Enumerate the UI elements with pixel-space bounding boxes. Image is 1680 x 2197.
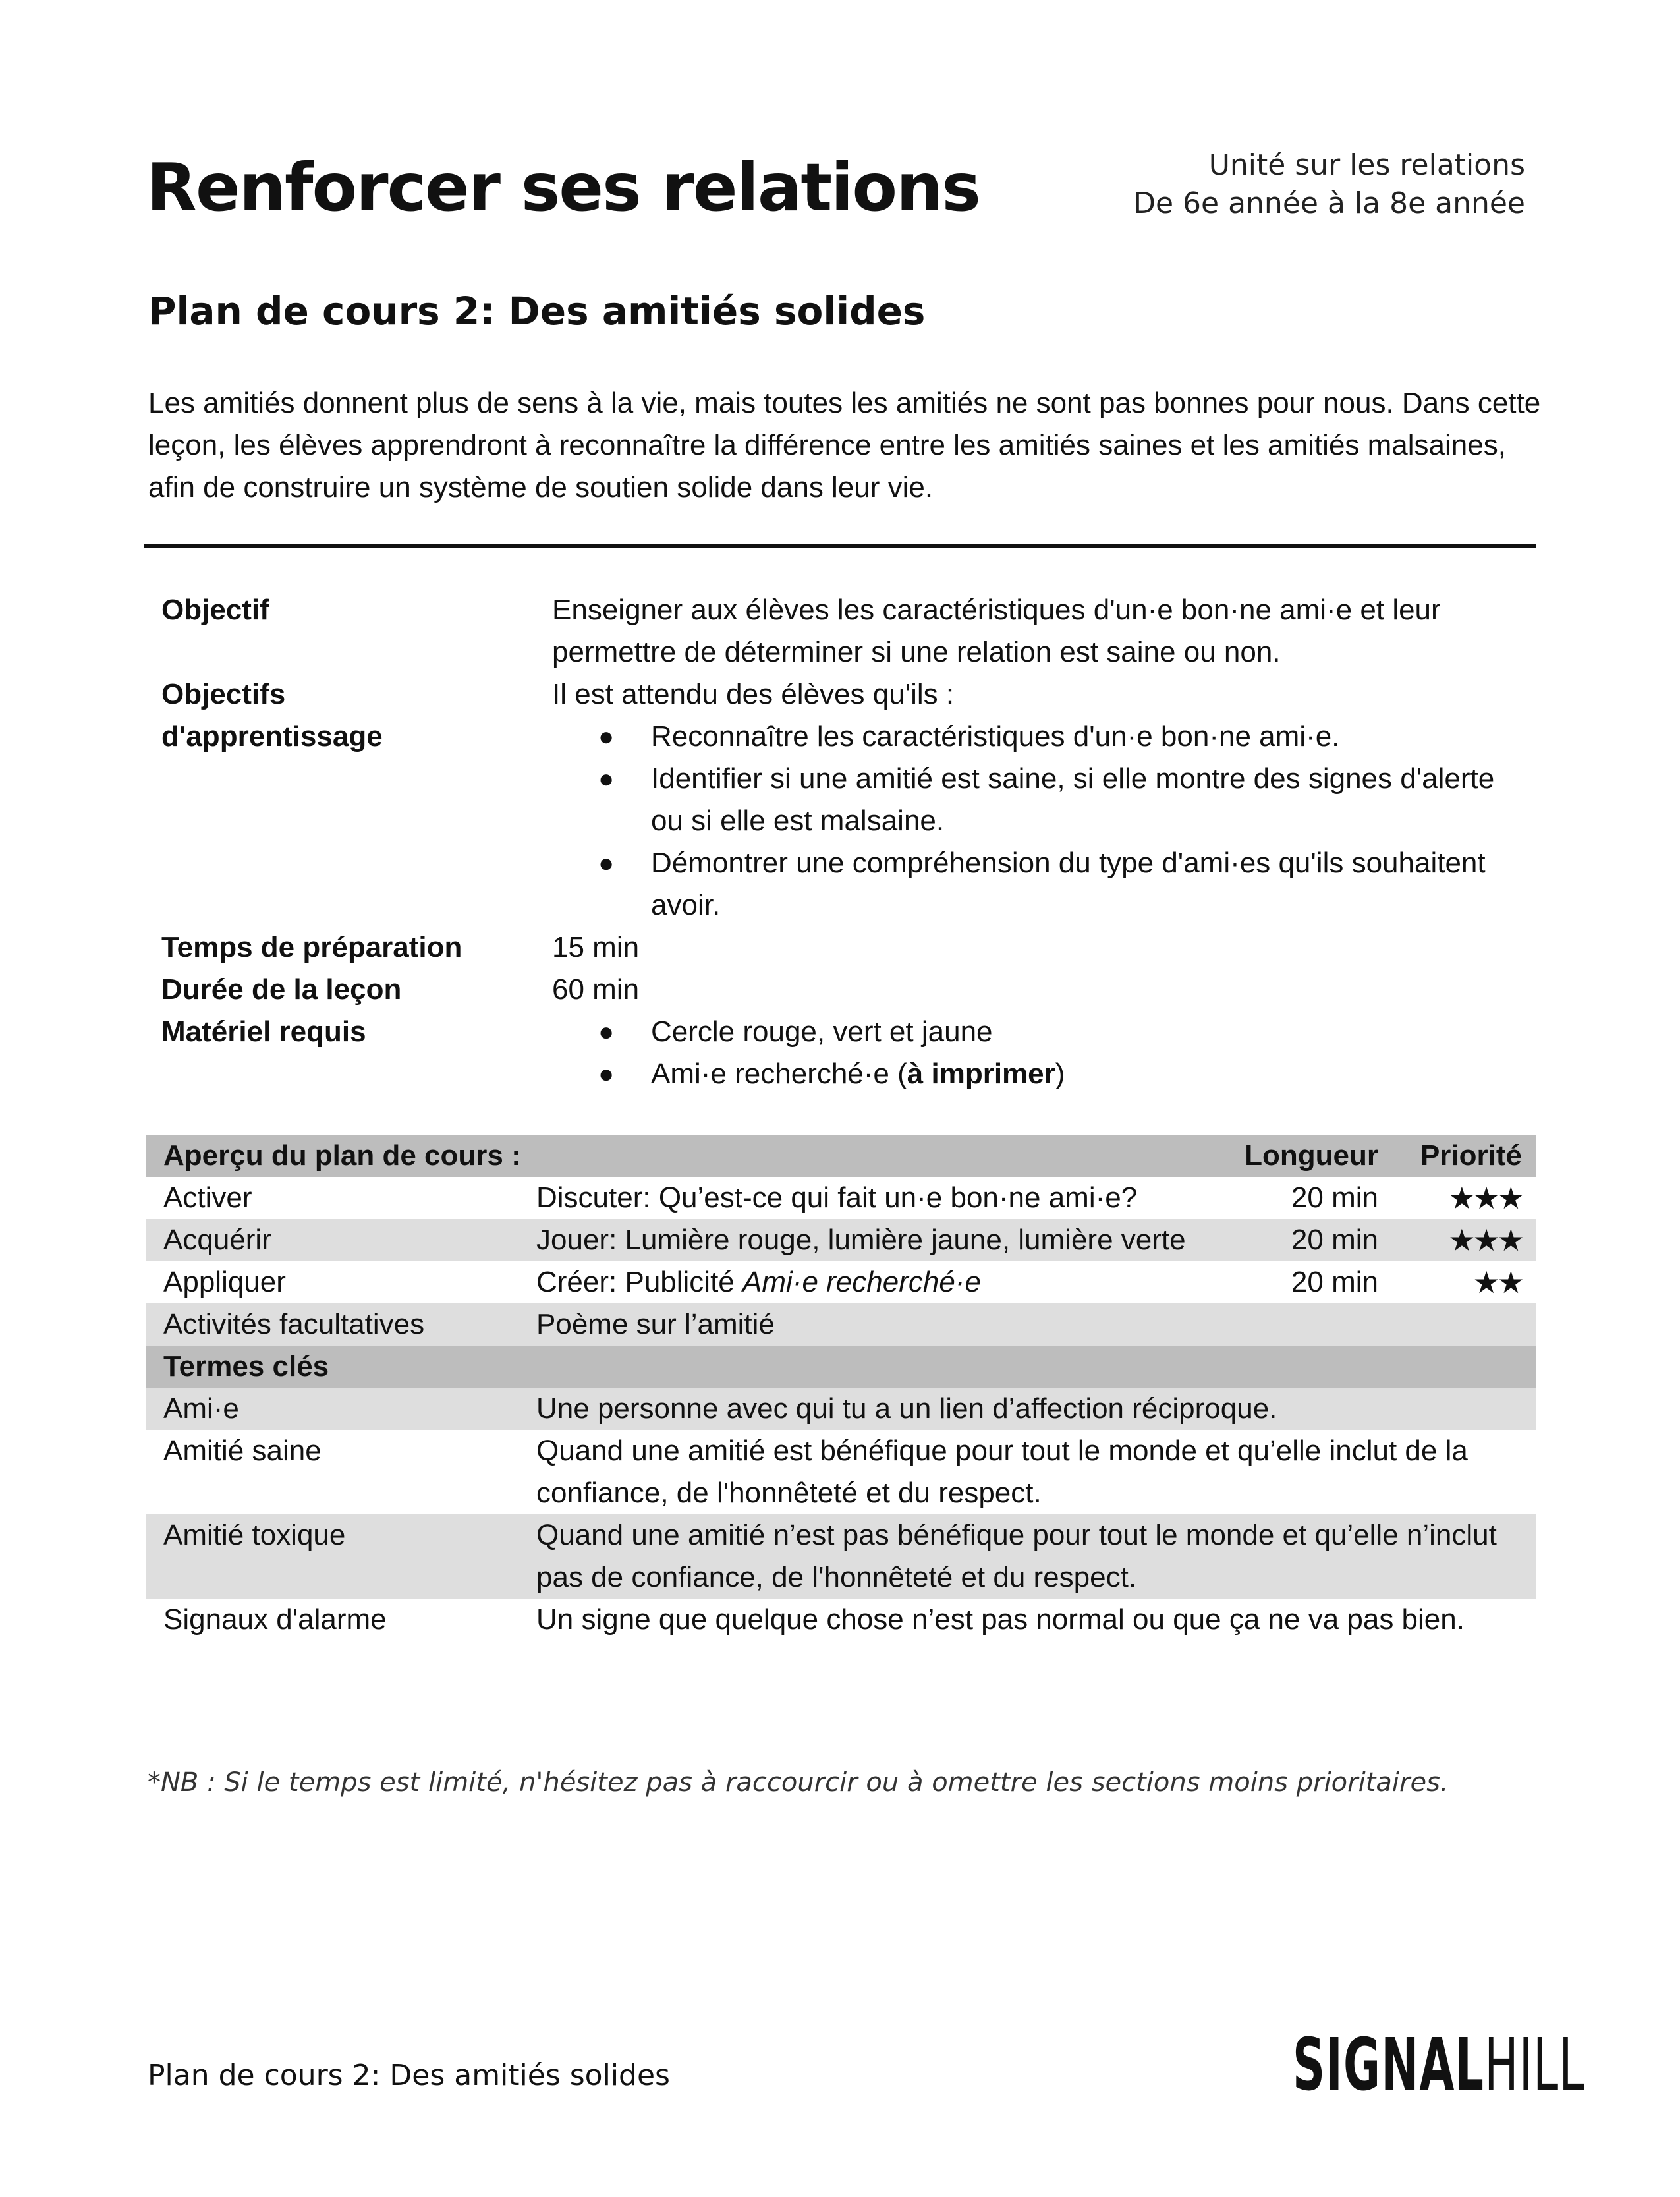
print-note: à imprimer xyxy=(907,1058,1055,1090)
terms-header-row xyxy=(146,1346,1536,1388)
bullet-icon: ● xyxy=(598,764,615,793)
plan-header: Aperçu du plan de cours : xyxy=(163,1139,521,1172)
priority-stars: ★★★ xyxy=(1448,1181,1522,1215)
list-item-suffix: ) xyxy=(1055,1058,1065,1090)
priority-stars xyxy=(1391,1303,1536,1346)
learning-goals-label xyxy=(161,673,552,927)
table-row xyxy=(146,1430,1536,1514)
intro-paragraph: Les amitiés donnent plus de sens à la vie, mais toutes les amitiés ne sont pas bonnes pour nous. Dans cette leçon, les élèves apprendront à reconnaître la différence entre les amitiés saines et les amitiés malsaines, afin de construire un système de soutien solide dans leur vie. xyxy=(148,387,1541,503)
activity-cell: Discuter: Qu’est-ce qui fait un·e bon·ne ami·e? xyxy=(536,1182,1138,1214)
duration-label: Durée de la leçon xyxy=(161,973,402,1006)
phase-cell: Activités facultatives xyxy=(163,1308,425,1340)
term-cell: Ami·e xyxy=(163,1392,239,1425)
objectives-section xyxy=(161,589,1532,1095)
logo-text-light: HILL xyxy=(1484,2022,1585,2107)
priority-stars: ★★ xyxy=(1472,1265,1522,1299)
length-cell: 20 min xyxy=(1291,1182,1378,1214)
activity-cell xyxy=(519,1261,1194,1303)
bullet-icon: ● xyxy=(598,1060,615,1089)
prep-time-row xyxy=(161,927,1532,969)
length-header: Longueur xyxy=(1245,1139,1378,1172)
bullet-icon: ● xyxy=(598,1017,615,1046)
learning-goals-value xyxy=(552,673,1532,927)
length-cell: 20 min xyxy=(1291,1224,1378,1256)
logo-text-bold: SIGNAL xyxy=(1293,2022,1485,2107)
priority-header: Priorité xyxy=(1420,1139,1522,1172)
list-item xyxy=(552,1053,1532,1095)
learning-goals-row xyxy=(161,673,1532,927)
list-item-text: Cercle rouge, vert et jaune xyxy=(651,1015,993,1048)
lesson-title: Plan de cours 2: Des amitiés solides xyxy=(148,289,926,333)
bullet-icon: ● xyxy=(598,849,615,878)
bullet-icon: ● xyxy=(598,722,615,751)
table-row xyxy=(146,1599,1536,1641)
prep-time-label: Temps de préparation xyxy=(161,931,462,963)
table-row xyxy=(146,1303,1536,1346)
priority-stars: ★★★ xyxy=(1448,1223,1522,1257)
activity-cell: Poème sur l’amitié xyxy=(536,1308,775,1340)
grade-range: De 6e année à la 8e année xyxy=(1133,186,1525,220)
objective-value: Enseigner aux élèves les caractéristiques d'un·e bon·ne ami·e et leur permettre de déterminer si une relation est saine ou non. xyxy=(552,594,1441,668)
section-divider xyxy=(144,544,1536,548)
term-cell: Signaux d'alarme xyxy=(163,1603,387,1636)
table-row xyxy=(146,1219,1536,1261)
table-row xyxy=(146,1261,1536,1303)
phase-cell: Activer xyxy=(163,1182,252,1214)
objective-row xyxy=(161,589,1532,673)
definition-cell: Quand une amitié n’est pas bénéfique pour tout le monde et qu’elle n’inclut pas de confiance, de l'honnêteté et du respect. xyxy=(536,1519,1497,1593)
signalhill-logo xyxy=(1293,2022,1585,2107)
objective-label: Objectif xyxy=(161,594,269,626)
list-item xyxy=(552,1011,1532,1053)
footer-title: Plan de cours 2: Des amitiés solides xyxy=(148,2059,670,2092)
definition-cell: Quand une amitié est bénéfique pour tout le monde et qu’elle inclut de la confiance, de l'honnêteté et du respect. xyxy=(536,1435,1468,1509)
definition-cell: Un signe que quelque chose n’est pas normal ou que ça ne va pas bien. xyxy=(536,1603,1465,1636)
table-row xyxy=(146,1514,1536,1599)
phase-cell: Appliquer xyxy=(163,1266,286,1298)
definition-cell: Une personne avec qui tu a un lien d’affection réciproque. xyxy=(536,1392,1277,1425)
activity-prefix: Créer: Publicité xyxy=(536,1266,743,1298)
materials-row xyxy=(161,1011,1532,1095)
learning-goals-label-line1: Objectifs xyxy=(161,678,286,710)
lesson-plan-table xyxy=(146,1135,1536,1641)
duration-value: 60 min xyxy=(552,973,640,1006)
list-item xyxy=(552,758,1532,842)
footnote: *NB : Si le temps est limité, n'hésitez pas à raccourcir ou à omettre les sections moins prioritaires. xyxy=(148,1767,1449,1798)
list-item-text: Démontrer une compréhension du type d'ami·es qu'ils souhaitent avoir. xyxy=(651,847,1486,921)
document-title: Renforcer ses relations xyxy=(146,149,980,226)
learning-goals-label-line2: d'apprentissage xyxy=(161,720,383,753)
activity-title: Ami·e recherché·e xyxy=(742,1266,981,1298)
prep-time-value: 15 min xyxy=(552,931,640,963)
learning-goals-lead: Il est attendu des élèves qu'ils : xyxy=(552,678,955,710)
materials-list xyxy=(552,1011,1532,1095)
table-row xyxy=(146,1177,1536,1219)
duration-row xyxy=(161,969,1532,1011)
unit-name: Unité sur les relations xyxy=(1208,148,1525,182)
terms-header: Termes clés xyxy=(163,1350,329,1383)
term-cell: Amitié toxique xyxy=(163,1519,346,1551)
list-item-text: Identifier si une amitié est saine, si elle montre des signes d'alerte ou si elle est malsaine. xyxy=(651,762,1495,837)
list-item xyxy=(552,716,1532,758)
length-cell xyxy=(1194,1303,1391,1346)
activity-cell: Jouer: Lumière rouge, lumière jaune, lumière verte xyxy=(536,1224,1186,1256)
list-item-text: Reconnaître les caractéristiques d'un·e bon·ne ami·e. xyxy=(651,720,1340,753)
unit-info xyxy=(1133,146,1525,223)
table-row xyxy=(146,1388,1536,1430)
length-cell: 20 min xyxy=(1291,1266,1378,1298)
plan-header-row xyxy=(146,1135,1536,1177)
term-cell: Amitié saine xyxy=(163,1435,322,1467)
list-item xyxy=(552,842,1532,927)
materials-value xyxy=(552,1011,1532,1095)
learning-goals-list xyxy=(552,716,1532,927)
list-item-text: Ami·e recherché·e ( xyxy=(651,1058,907,1090)
phase-cell: Acquérir xyxy=(163,1224,271,1256)
materials-label: Matériel requis xyxy=(161,1015,366,1048)
